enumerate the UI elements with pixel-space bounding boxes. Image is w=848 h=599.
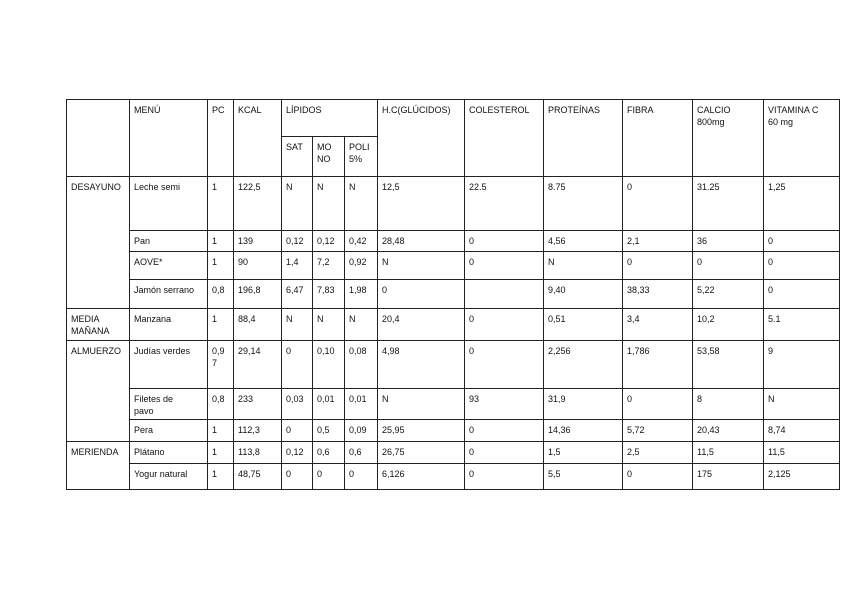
table-cell: N bbox=[345, 177, 378, 231]
table-cell: 0 bbox=[282, 464, 313, 490]
header-empty-cell bbox=[67, 100, 130, 177]
meal-name-cell: ALMUERZO bbox=[67, 341, 130, 442]
table-cell: 0 bbox=[345, 464, 378, 490]
table-cell: 25,95 bbox=[378, 420, 465, 442]
food-name-cell: AOVE* bbox=[130, 252, 208, 280]
table-cell: 36 bbox=[693, 231, 764, 252]
table-cell: 29,14 bbox=[234, 341, 282, 389]
table-cell: 38,33 bbox=[623, 280, 693, 309]
table-cell: 12,5 bbox=[378, 177, 465, 231]
table-cell: 0 bbox=[378, 280, 465, 309]
table-cell: 0,5 bbox=[313, 420, 345, 442]
table-cell: 113,8 bbox=[234, 442, 282, 464]
table-cell: 0 bbox=[764, 231, 840, 252]
table-cell: 5,22 bbox=[693, 280, 764, 309]
table-cell: N bbox=[378, 252, 465, 280]
table-cell: N bbox=[313, 309, 345, 341]
table-row bbox=[67, 231, 840, 252]
table-cell: 0,9 7 bbox=[208, 341, 234, 389]
header-pc: PC bbox=[208, 100, 234, 177]
table-cell: 0 bbox=[465, 252, 544, 280]
header-mono: MO NO bbox=[313, 137, 345, 177]
table-cell: 11,5 bbox=[764, 442, 840, 464]
table-cell: 0 bbox=[623, 252, 693, 280]
header-fibra: FIBRA bbox=[623, 100, 693, 177]
table-cell: 139 bbox=[234, 231, 282, 252]
table-cell: 90 bbox=[234, 252, 282, 280]
header-sat: SAT bbox=[282, 137, 313, 177]
header-lipidos: LÍPIDOS bbox=[282, 100, 378, 137]
table-cell: 1,786 bbox=[623, 341, 693, 389]
table-cell: 1,25 bbox=[764, 177, 840, 231]
header-row bbox=[67, 100, 840, 137]
table-cell: N bbox=[282, 177, 313, 231]
table-cell: 1,5 bbox=[544, 442, 623, 464]
table-cell: 0 bbox=[465, 309, 544, 341]
table-cell: 6,47 bbox=[282, 280, 313, 309]
table-cell: 2,256 bbox=[544, 341, 623, 389]
table-cell: 8.75 bbox=[544, 177, 623, 231]
table-cell: 31.25 bbox=[693, 177, 764, 231]
table-cell: 2,5 bbox=[623, 442, 693, 464]
table-cell: 14,36 bbox=[544, 420, 623, 442]
table-cell: 4,98 bbox=[378, 341, 465, 389]
table-row bbox=[67, 464, 840, 490]
food-name-cell: Judías verdes bbox=[130, 341, 208, 389]
table-cell: 1 bbox=[208, 231, 234, 252]
table-row bbox=[67, 389, 840, 420]
table-cell: 31,9 bbox=[544, 389, 623, 420]
table-cell: 3,4 bbox=[623, 309, 693, 341]
header-proteinas: PROTEÍNAS bbox=[544, 100, 623, 177]
table-cell bbox=[465, 280, 544, 309]
table-cell: 0,12 bbox=[282, 231, 313, 252]
header-poli: POLI 5% bbox=[345, 137, 378, 177]
food-name-cell: Jamón serrano bbox=[130, 280, 208, 309]
table-cell: 0,8 bbox=[208, 389, 234, 420]
meal-name-cell: DESAYUNO bbox=[67, 177, 130, 309]
table-cell: 4,56 bbox=[544, 231, 623, 252]
table-cell: 0 bbox=[623, 389, 693, 420]
meal-name-cell: MERIENDA bbox=[67, 442, 130, 490]
table-cell: 5.1 bbox=[764, 309, 840, 341]
table-cell: N bbox=[378, 389, 465, 420]
header-colesterol: COLESTEROL bbox=[465, 100, 544, 177]
table-cell: 8,74 bbox=[764, 420, 840, 442]
table-cell: 0 bbox=[764, 252, 840, 280]
table-cell: 0 bbox=[465, 341, 544, 389]
table-cell: 5,72 bbox=[623, 420, 693, 442]
header-menu: MENÚ bbox=[130, 100, 208, 177]
table-cell: 28,48 bbox=[378, 231, 465, 252]
table-cell: 0,10 bbox=[313, 341, 345, 389]
table-cell: N bbox=[345, 309, 378, 341]
table-cell: 0,6 bbox=[313, 442, 345, 464]
food-name-cell: Plátano bbox=[130, 442, 208, 464]
table-cell: 0,01 bbox=[313, 389, 345, 420]
table-cell: 0,42 bbox=[345, 231, 378, 252]
food-name-cell: Pan bbox=[130, 231, 208, 252]
table-cell: 233 bbox=[234, 389, 282, 420]
table-cell: 9 bbox=[764, 341, 840, 389]
food-name-cell: Manzana bbox=[130, 309, 208, 341]
table-cell: 20,4 bbox=[378, 309, 465, 341]
table-cell: 112,3 bbox=[234, 420, 282, 442]
table-cell: 122,5 bbox=[234, 177, 282, 231]
table-cell: 26,75 bbox=[378, 442, 465, 464]
table-cell: 0 bbox=[282, 420, 313, 442]
table-cell: 93 bbox=[465, 389, 544, 420]
table-cell: 2,125 bbox=[764, 464, 840, 490]
table-cell: N bbox=[313, 177, 345, 231]
table-cell: 0,12 bbox=[313, 231, 345, 252]
table-cell: 0,03 bbox=[282, 389, 313, 420]
table-cell: 0 bbox=[465, 442, 544, 464]
table-cell: 0 bbox=[764, 280, 840, 309]
table-cell: 53,58 bbox=[693, 341, 764, 389]
table-cell: 0 bbox=[465, 420, 544, 442]
table-cell: 175 bbox=[693, 464, 764, 490]
food-name-cell: Leche semi bbox=[130, 177, 208, 231]
table-cell: 11,5 bbox=[693, 442, 764, 464]
table-cell: N bbox=[282, 309, 313, 341]
food-name-cell: Filetes de pavo bbox=[130, 389, 208, 420]
table-cell: 0 bbox=[282, 341, 313, 389]
table-cell: 0 bbox=[623, 177, 693, 231]
table-cell: 88,4 bbox=[234, 309, 282, 341]
table-cell: 196,8 bbox=[234, 280, 282, 309]
table-cell: 0,01 bbox=[345, 389, 378, 420]
food-name-cell: Pera bbox=[130, 420, 208, 442]
table-cell: 1 bbox=[208, 420, 234, 442]
table-row bbox=[67, 341, 840, 389]
table-cell: 0,6 bbox=[345, 442, 378, 464]
table-cell: 0,09 bbox=[345, 420, 378, 442]
table-cell: 1 bbox=[208, 177, 234, 231]
table-cell: 7,83 bbox=[313, 280, 345, 309]
table-cell: 1 bbox=[208, 442, 234, 464]
table-row bbox=[67, 252, 840, 280]
table-row bbox=[67, 420, 840, 442]
table-row bbox=[67, 177, 840, 231]
table-cell: 0,8 bbox=[208, 280, 234, 309]
table-cell: 0,92 bbox=[345, 252, 378, 280]
table-row bbox=[67, 442, 840, 464]
table-cell: 0 bbox=[465, 464, 544, 490]
table-cell: 2,1 bbox=[623, 231, 693, 252]
table-cell: 0 bbox=[693, 252, 764, 280]
table-cell: 5,5 bbox=[544, 464, 623, 490]
table-row bbox=[67, 280, 840, 309]
table-cell: 0 bbox=[465, 231, 544, 252]
table-cell: N bbox=[764, 389, 840, 420]
table-cell: 0,12 bbox=[282, 442, 313, 464]
table-cell: 6,126 bbox=[378, 464, 465, 490]
table-cell: 1 bbox=[208, 252, 234, 280]
table-cell: 22.5 bbox=[465, 177, 544, 231]
table-cell: 1 bbox=[208, 464, 234, 490]
header-calcio: CALCIO 800mg bbox=[693, 100, 764, 177]
table-cell: 0,51 bbox=[544, 309, 623, 341]
table-cell: 7,2 bbox=[313, 252, 345, 280]
table-row bbox=[67, 309, 840, 341]
table-cell: 0,08 bbox=[345, 341, 378, 389]
nutrition-table bbox=[66, 99, 840, 490]
table-cell: 9,40 bbox=[544, 280, 623, 309]
header-hc: H.C(GLÚCIDOS) bbox=[378, 100, 465, 177]
table-cell: 1,4 bbox=[282, 252, 313, 280]
food-name-cell: Yogur natural bbox=[130, 464, 208, 490]
table-cell: 8 bbox=[693, 389, 764, 420]
header-kcal: KCAL bbox=[234, 100, 282, 177]
table-cell: 48,75 bbox=[234, 464, 282, 490]
table-cell: 10,2 bbox=[693, 309, 764, 341]
table-cell: 0 bbox=[623, 464, 693, 490]
table-cell: N bbox=[544, 252, 623, 280]
table-cell: 0 bbox=[313, 464, 345, 490]
header-vitamina-c: VITAMINA C 60 mg bbox=[764, 100, 840, 177]
table-cell: 1 bbox=[208, 309, 234, 341]
meal-name-cell: MEDIA MAÑANA bbox=[67, 309, 130, 341]
table-cell: 20,43 bbox=[693, 420, 764, 442]
table-cell: 1,98 bbox=[345, 280, 378, 309]
